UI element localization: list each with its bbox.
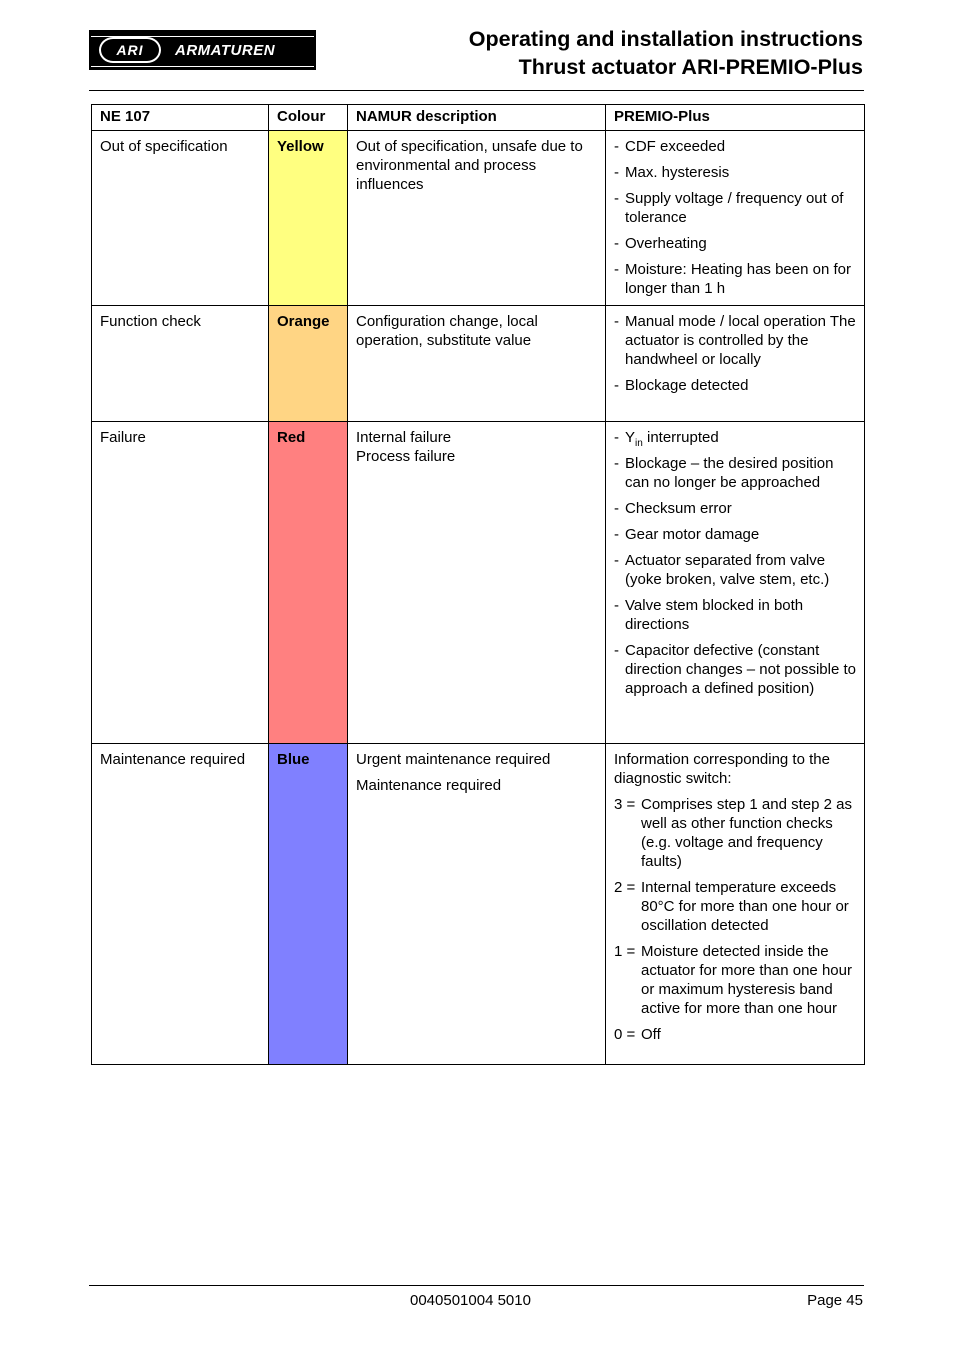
namur-description: Configuration change, local operation, substitute value [348, 306, 606, 422]
colour-blue: Blue [269, 744, 348, 1065]
premio-plus-details [606, 131, 865, 306]
list-item: - Gear motor damage [614, 526, 760, 543]
header-rule [89, 90, 864, 91]
namur-description: Urgent maintenance required Maintenance required [348, 744, 606, 1065]
colour-red: Red [269, 422, 348, 744]
ne107-status-table [91, 104, 865, 1065]
footer-rule [89, 1285, 864, 1286]
ari-armaturen-logo [89, 30, 316, 70]
list-item: - Max. hysteresis [614, 164, 730, 181]
list-item: - Manual mode / local operation The actuator is controlled by the handwheel or locally [614, 313, 856, 368]
diagnostic-level: 2 = Internal temperature exceeds 80°C for more than one hour or oscillation detected [614, 879, 849, 934]
table-row [92, 306, 865, 422]
premio-plus-details [606, 306, 865, 422]
column-header: Colour [269, 105, 348, 131]
list-item: - Valve stem blocked in both directions [614, 597, 804, 633]
diagnostic-level: 0 = Off [614, 1026, 661, 1043]
list-item: - Capacitor defective (constant direction changes – not possible to approach a defined position) [614, 642, 856, 697]
colour-orange: Orange [269, 306, 348, 422]
column-header: PREMIO-Plus [606, 105, 865, 131]
list-item: - Moisture: Heating has been on for longer than 1 h [614, 261, 851, 297]
list-item: - Actuator separated from valve (yoke broken, valve stem, etc.) [614, 552, 830, 588]
list-item: - Checksum error [614, 500, 732, 517]
namur-description: Out of specification, unsafe due to environmental and process influences [348, 131, 606, 306]
page-number: Page 45 [807, 1292, 863, 1309]
namur-description: Internal failure Process failure [348, 422, 606, 744]
colour-yellow: Yellow [269, 131, 348, 306]
diagnostic-level: 3 = Comprises step 1 and step 2 as well as other function checks (e.g. voltage and frequency faults) [614, 796, 852, 870]
list-item: - $Y_{in}$ interrupted [614, 429, 719, 449]
column-header: NAMUR description [348, 105, 606, 131]
ne107-category: Function check [92, 306, 269, 422]
list-item: - Supply voltage / frequency out of tolerance [614, 190, 844, 226]
ne107-category: Failure [92, 422, 269, 744]
column-header: NE 107 [92, 105, 269, 131]
premio-plus-details [606, 422, 865, 744]
diagnostic-intro: Information corresponding to the diagnostic switch: [614, 751, 830, 787]
document-number: 0040501004 5010 [410, 1292, 531, 1309]
list-item: - CDF exceeded [614, 138, 726, 155]
title-line-1: Operating and installation instructions [468, 27, 863, 51]
list-item: - Blockage detected [614, 377, 749, 394]
list-item: - Overheating [614, 235, 707, 252]
table-row [92, 131, 865, 306]
list-item: - Blockage – the desired position can no longer be approached [614, 455, 834, 491]
table-header-row [92, 105, 865, 131]
ari-badge: ARI [99, 37, 161, 63]
diagnostic-level: 1 = Moisture detected inside the actuator for more than one hour or maximum hysteresis band active for more than one hour [614, 943, 852, 1017]
document-title [469, 25, 863, 81]
ne107-category: Maintenance required [92, 744, 269, 1065]
premio-plus-details [606, 744, 865, 1065]
title-line-2: Thrust actuator ARI-PREMIO-Plus [518, 55, 863, 79]
ne107-category: Out of specification [92, 131, 269, 306]
table-row [92, 744, 865, 1065]
brand-name: ARMATUREN [175, 42, 276, 59]
table-row [92, 422, 865, 744]
